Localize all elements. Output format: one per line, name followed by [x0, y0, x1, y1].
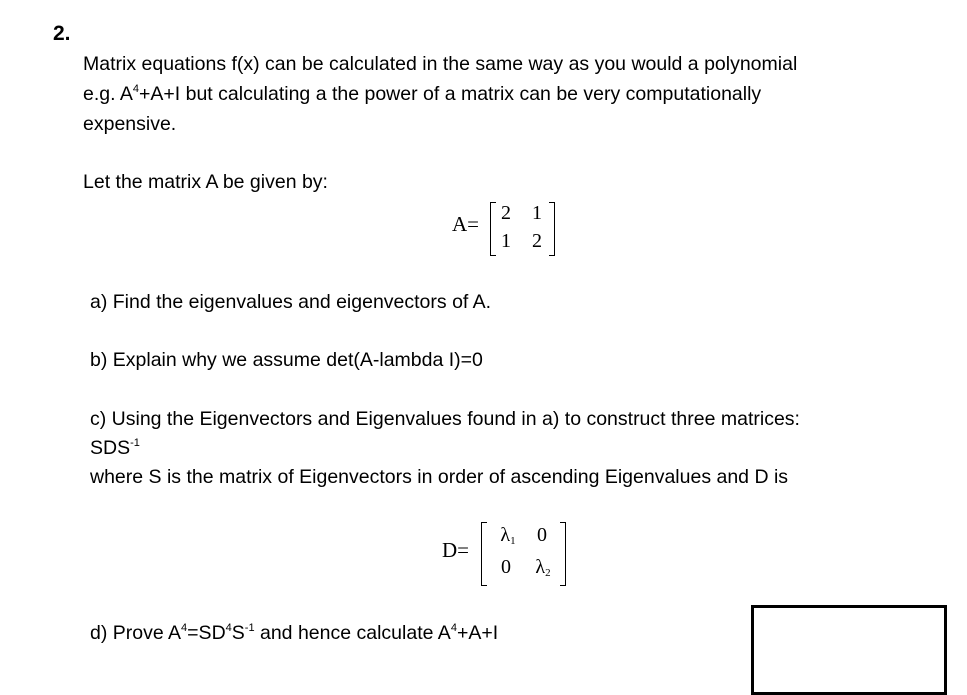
intro-line-2: e.g. $A^4+A+I$ but calculating a the power of a matrix can be very computationally	[83, 83, 762, 105]
matrix-d-label: D=	[442, 538, 470, 562]
matrix-d-cell: $\lambda_2$	[535, 556, 551, 579]
matrix-a-cell: 1	[501, 230, 511, 252]
matrix-a-cell: 2	[532, 230, 542, 252]
part-b: b) Explain why we assume det(A-lambda I)=0	[90, 349, 483, 371]
part-a: a) Find the eigenvalues and eigenvectors of A.	[90, 291, 492, 313]
matrix-d-left-bracket	[481, 522, 487, 586]
part-c-line-1: c) Using the Eigenvectors and Eigenvalues found in a) to construct three matrices:	[90, 408, 800, 430]
matrix-d-cell: $\lambda_1$	[500, 524, 516, 547]
part-d: d) Prove $A^4=SD^4S^{-1}$ and hence calculate $A^4+A+I$	[90, 622, 499, 644]
intro-line-3: expensive.	[83, 113, 177, 135]
matrix-d-right-bracket	[560, 522, 566, 586]
matrix-a-cell: 2	[501, 202, 511, 224]
matrix-d-cell: 0	[537, 524, 547, 546]
question-number: 2.	[53, 22, 71, 45]
matrix-a-cell: 1	[532, 202, 542, 224]
matrix-d-cell: 0	[501, 556, 511, 578]
matrix-d	[440, 518, 580, 588]
matrix-a	[450, 198, 580, 258]
part-c-line-3: where S is the matrix of Eigenvectors in order of ascending Eigenvalues and D is	[90, 466, 789, 488]
answer-box	[751, 605, 947, 695]
given-text: Let the matrix A be given by:	[83, 171, 328, 193]
part-c-sds: $SDS^{-1}$	[90, 437, 140, 459]
matrix-a-label: A=	[452, 212, 480, 236]
intro-line-1: Matrix equations f(x) can be calculated in the same way as you would a polynomial	[83, 53, 798, 75]
matrix-a-right-bracket	[549, 202, 555, 256]
